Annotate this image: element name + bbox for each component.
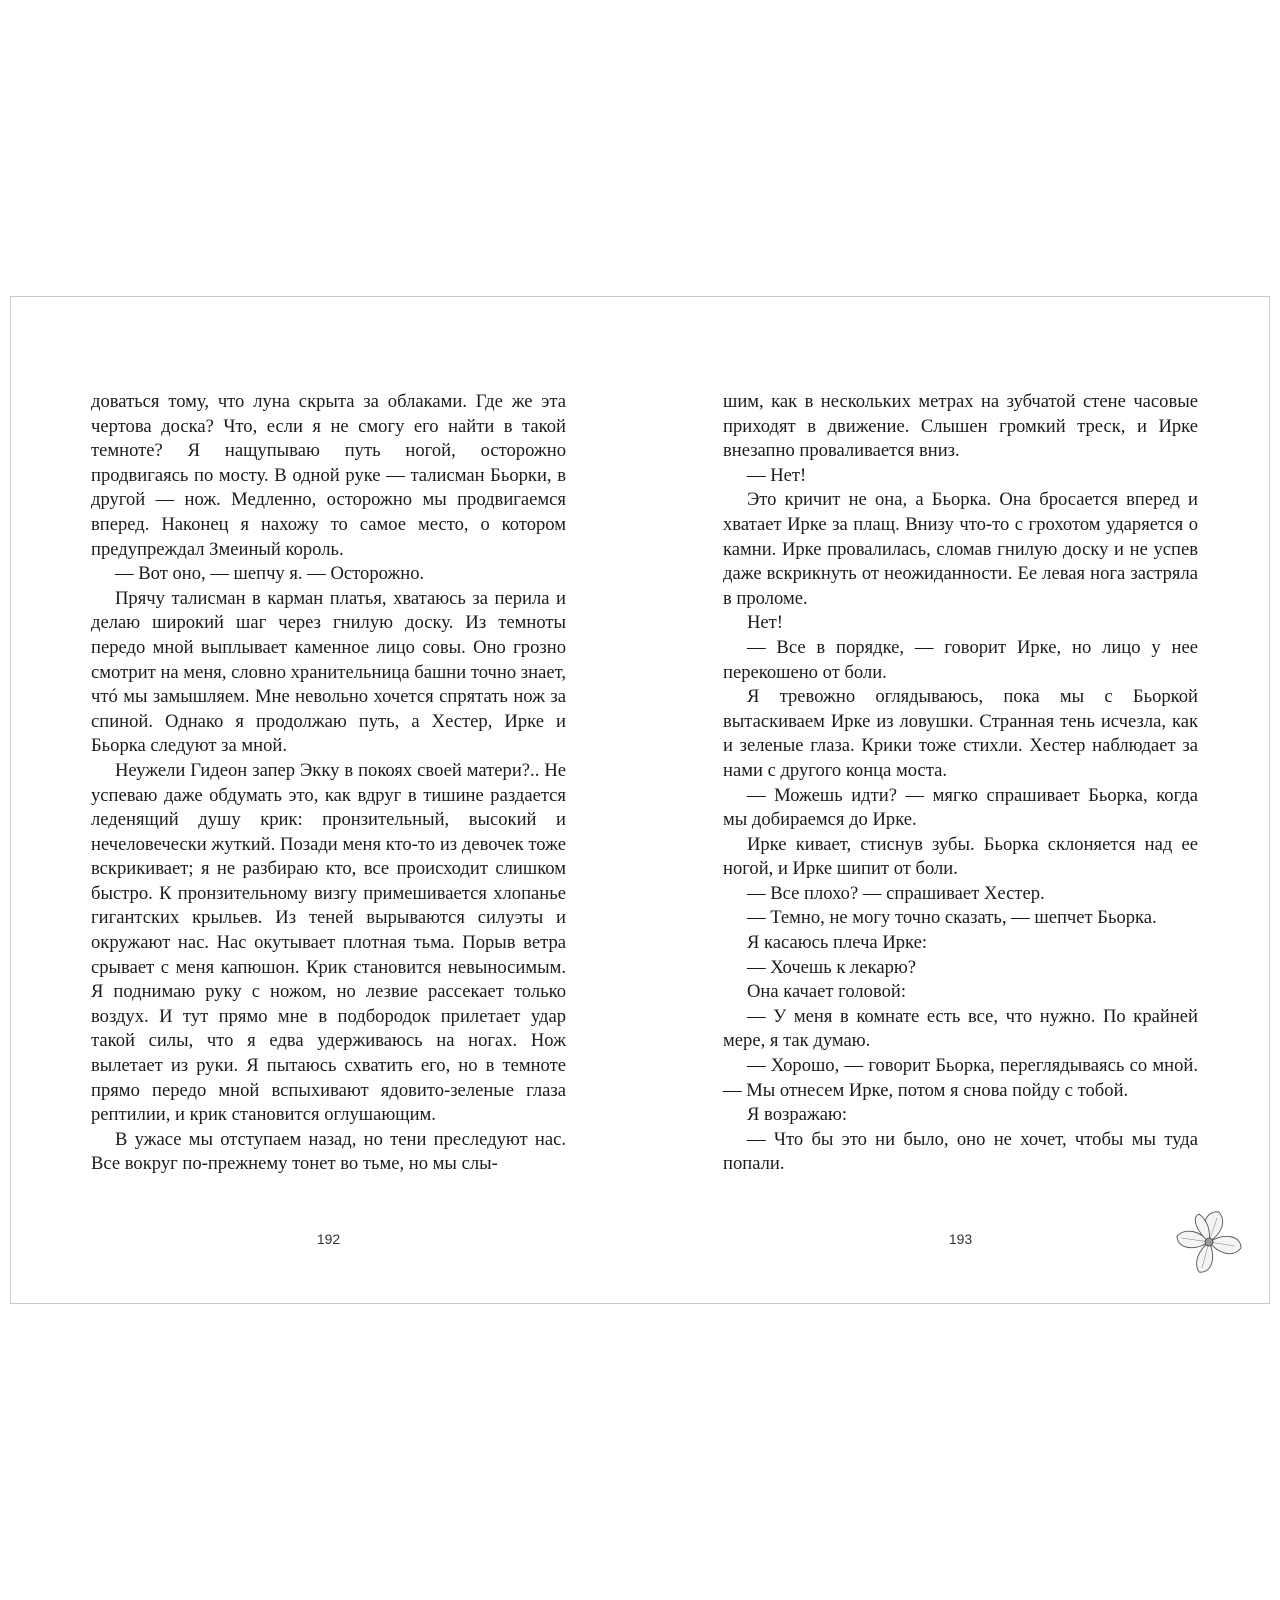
paragraph: — Что бы это ни было, оно не хочет, чтобы мы туда попали. (723, 1128, 1198, 1175)
book-spread (10, 296, 1270, 1304)
flower-icon (1169, 1202, 1249, 1282)
paragraph: шим, как в нескольких метрах на зубчатой стене часовые приходят в движение. Слышен громкий треск, и Ирке внезапно проваливается вниз. (723, 391, 1198, 462)
right-page-text (723, 390, 1198, 1177)
paragraph: В ужасе мы отступаем назад, но тени преследуют нас. Все вокруг по-прежнему тонет во тьме, но мы слы- (91, 1128, 566, 1175)
paragraph: — Можешь идти? — мягко спрашивает Бьорка, когда мы добираемся до Ирке. (723, 784, 1198, 831)
paragraph: Я возражаю: (747, 1104, 848, 1126)
paragraph: — Вот оно, — шепчу я. — Осторожно. (115, 563, 425, 585)
paragraph: — Нет! (747, 464, 807, 486)
paragraph: — У меня в комнате есть все, что нужно. По крайней мере, я так думаю. (723, 1005, 1198, 1052)
paragraph: Нет! (747, 612, 783, 634)
paragraph: Я тревожно оглядываюсь, пока мы с Бьоркой вытаскиваем Ирке из ловушки. Странная тень исчезла, как и зеленые глаза. Крики тоже стихли. Хестер наблюдает за нами с другого конца моста. (723, 686, 1198, 781)
paragraph: — Хочешь к лекарю? (747, 956, 917, 978)
paragraph: Ирке кивает, стиснув зубы. Бьорка склоняется над ее ногой, и Ирке шипит от боли. (723, 833, 1198, 880)
left-page-text (91, 390, 566, 1177)
paragraph: Я касаюсь плеча Ирке: (747, 932, 928, 954)
page-number-left: 192 (316, 1231, 341, 1247)
paragraph: — Все в порядке, — говорит Ирке, но лицо у нее перекошено от боли. (723, 636, 1198, 683)
paragraph: — Хорошо, — говорит Бьорка, переглядываясь со мной. — Мы отнесем Ирке, потом я снова пойду с тобой. (723, 1055, 1198, 1101)
paragraph: — Темно, не могу точно сказать, — шепчет Бьорка. (747, 907, 1157, 929)
paragraph: Она качает головой: (747, 981, 907, 1003)
paragraph: Неужели Гидеон запер Экку в покоях своей матери?.. Не успеваю даже обдумать это, как вдруг в тишине раздается леденящий душу крик: пронзительный, высокий и нечеловечески жуткий. Позади меня кто-то из девочек тоже вскрикивает; я не разбираю кто, все происходит слишком быстро. К пронзительному визгу примешивается хлопанье гигантских крыльев. Из теней вырываются силуэты и окружают нас. Нас окутывает плотная тьма. Порыв ветра срывает с меня капюшон. Крик становится невыносимым. Я поднимаю руку с ножом, но лезвие рассекает только воздух. И тут прямо мне в подбородок прилетает удар такой силы, что я едва удерживаюсь на ногах. Нож вылетает из руки. Я пытаюсь схватить его, но в темноте прямо передо мной вспыхивают ядовито-зеленые глаза рептилии, и крик становится оглушающим. (91, 759, 566, 1126)
left-page (91, 390, 566, 1177)
paragraph: доваться тому, что луна скрыта за облаками. Где же эта чертова доска? Что, если я не смогу его найти в такой темноте? Я нащупываю путь ногой, осторожно продвигаясь по мосту. В одной руке — талисман Бьорки, в другой — нож. Медленно, осторожно мы продвигаемся вперед. Наконец я нахожу то самое место, о котором предупреждал Змеиный король. (91, 391, 566, 560)
right-page (723, 390, 1198, 1177)
paragraph: Это кричит не она, а Бьорка. Она бросается вперед и хватает Ирке за плащ. Внизу что-то с грохотом ударяется о камни. Ирке провалилась, сломав гнилую доску и не успев даже вскрикнуть от неожиданности. Ее левая нога застряла в проломе. (723, 489, 1198, 609)
page-number-right: 193 (948, 1231, 973, 1247)
paragraph: — Все плохо? — спрашивает Хестер. (747, 882, 1045, 904)
paragraph: Прячу талисман в карман платья, хватаюсь за перила и делаю широкий шаг через гнилую доску. Из темноты передо мной выплывает каменное лицо совы. Оно грозно смотрит на меня, словно хранительница башни точно знает, чтó мы замышляем. Мне невольно хочется спрятать нож за спиной. Однако я продолжаю путь, а Хестер, Ирке и Бьорка следуют за мной. (91, 587, 566, 757)
